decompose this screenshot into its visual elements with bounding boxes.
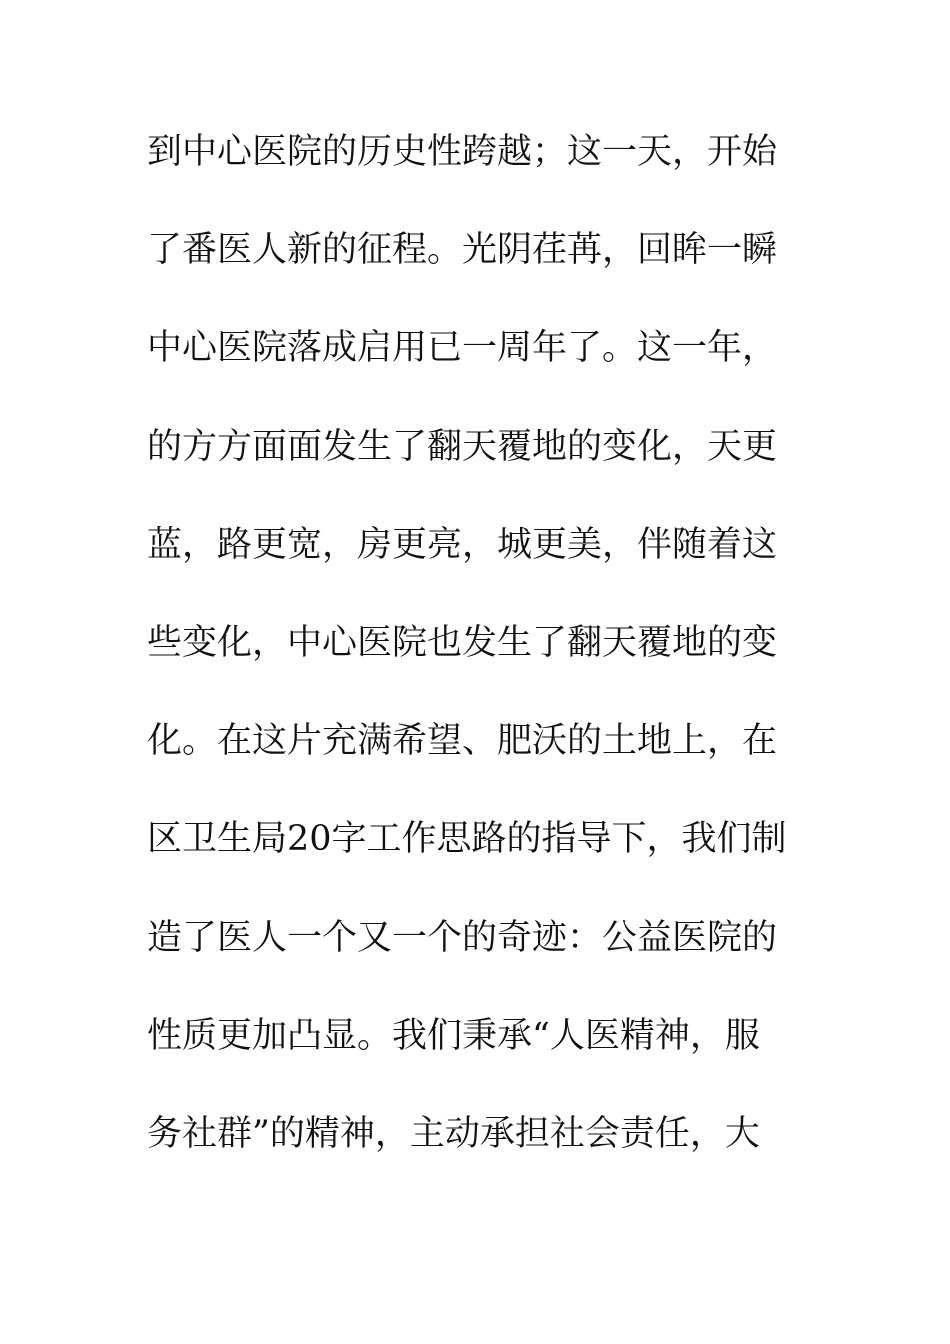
text-line: 性质更加凸显。我们秉承“人医精神，服 xyxy=(147,1015,760,1056)
text-line: 蓝，路更宽，房更亮，城更美，伴随着这 xyxy=(147,524,778,565)
text-line: 区卫生局20字工作思路的指导下，我们制 xyxy=(147,819,787,860)
text-line: 到中心医院的历史性跨越；这一天，开始 xyxy=(147,132,778,172)
text-line: 的方方面面发生了翻天覆地的变化，天更 xyxy=(147,426,778,467)
text-line: 务社群”的精神，主动承担社会责任，大 xyxy=(147,1113,760,1154)
text-line: 了番医人新的征程。光阴荏苒，回眸一瞬 xyxy=(147,230,778,271)
text-line: 中心医院落成启用已一周年了。这一年， xyxy=(147,328,778,369)
body-text xyxy=(147,120,807,1200)
text-line: 化。在这片充满希望、肥沃的土地上，在 xyxy=(147,721,778,762)
text-line: 些变化，中心医院也发生了翻天覆地的变 xyxy=(147,622,778,663)
text-line: 造了医人一个又一个的奇迹：公益医院的 xyxy=(147,917,778,958)
